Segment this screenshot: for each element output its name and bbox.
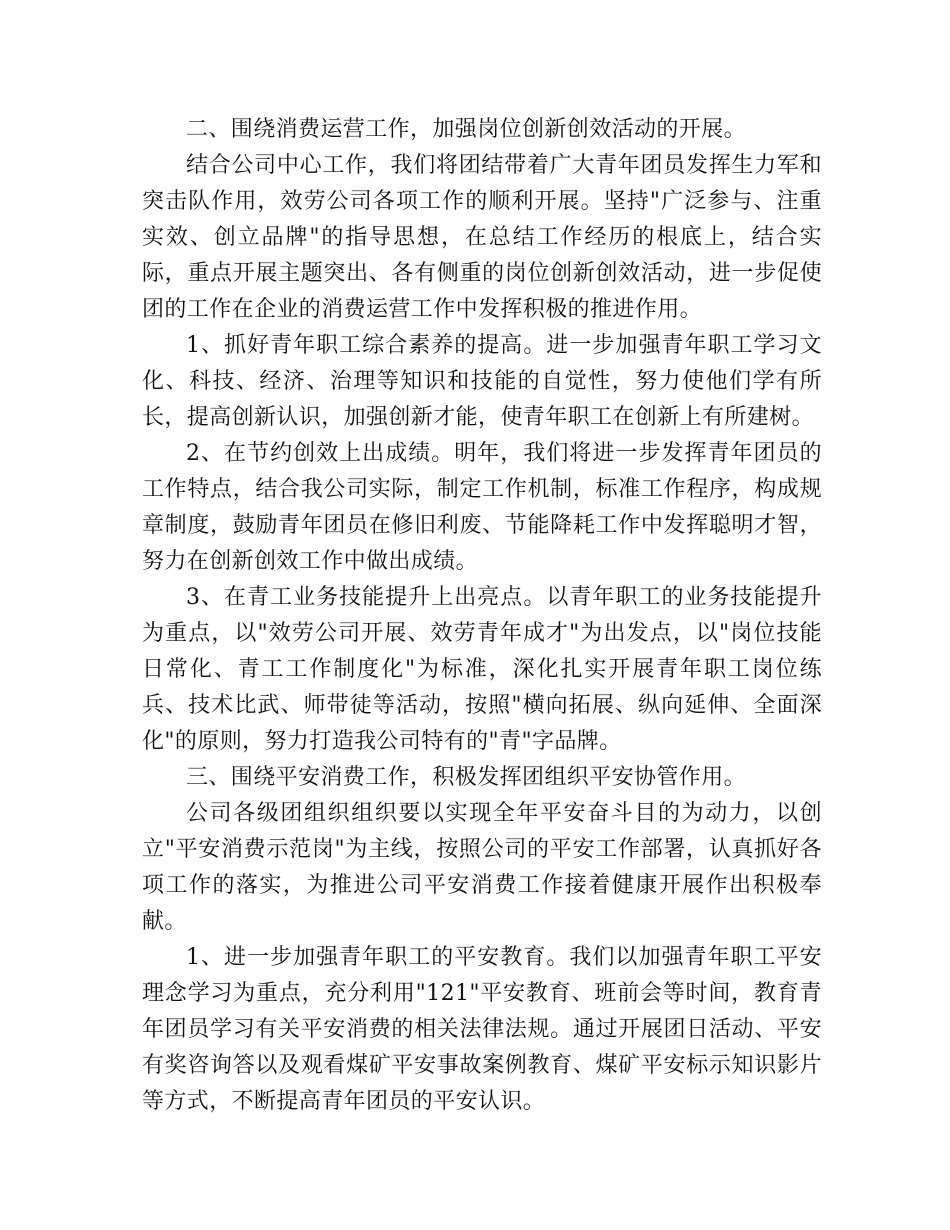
- list-item: 1、抓好青年职工综合素养的提高。进一步加强青年职工学习文化、科技、经济、治理等知识和技能的自觉性，努力使他们学有所长，提高创新认识，加强创新才能，使青年职工在创新上有所建树。: [142, 333, 822, 430]
- paragraph: 结合公司中心工作，我们将团结带着广大青年团员发挥生力军和突击队作用，效劳公司各项工作的顺利开展。坚持"广泛参与、注重实效、创立品牌"的指导思想，在总结工作经历的根底上，结合实际，重点开展主题突出、各有侧重的岗位创新创效活动，进一步促使团的工作在企业的消费运营工作中发挥积极的推进作用。: [142, 153, 822, 322]
- list-item: 2、在节约创效上出成绩。明年，我们将进一步发挥青年团员的工作特点，结合我公司实际，制定工作机制，标准工作程序，构成规章制度，鼓励青年团员在修旧利废、节能降耗工作中发挥聪明才智，努力在创新创效工作中做出成绩。: [142, 441, 822, 574]
- list-item: 1、进一步加强青年职工的平安教育。我们以加强青年职工平安理念学习为重点，充分利用"121"平安教育、班前会等时间，教育青年团员学习有关平安消费的相关法律法规。通过开展团日活动、平安有奖咨询答以及观看煤矿平安事故案例教育、煤矿平安标示知识影片等方式，不断提高青年团员的平安认识。: [142, 945, 822, 1114]
- section-heading-2: 二、围绕消费运营工作，加强岗位创新创效活动的开展。: [186, 117, 747, 142]
- list-item: 3、在青工业务技能提升上出亮点。以青年职工的业务技能提升为重点，以"效劳公司开展、效劳青年成才"为出发点，以"岗位技能日常化、青工工作制度化"为标准，深化扎实开展青年职工岗位练兵、技术比武、师带徒等活动，按照"横向拓展、纵向延伸、全面深化"的原则，努力打造我公司特有的"青"字品牌。: [142, 585, 822, 754]
- paragraph: 公司各级团组织组织要以实现全年平安奋斗目的为动力，以创立"平安消费示范岗"为主线，按照公司的平安工作部署，认真抓好各项工作的落实，为推进公司平安消费工作接着健康开展作出积极奉献。: [142, 801, 822, 934]
- document-body: [142, 112, 822, 1120]
- section-heading-3: 三、围绕平安消费工作，积极发挥团组织平安协管作用。: [186, 765, 747, 790]
